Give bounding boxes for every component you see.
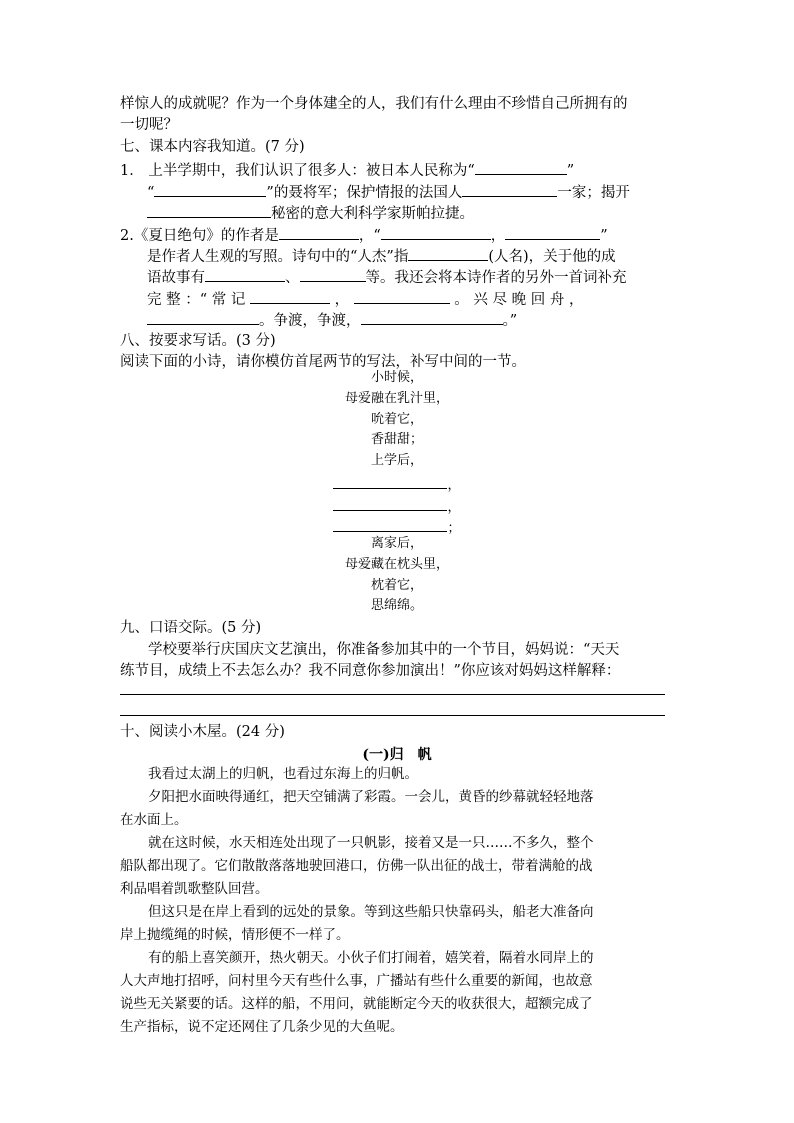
q2-text-a: 2.《夏日绝句》的作者是 — [120, 228, 279, 244]
q2-line-2 — [147, 245, 616, 268]
q2-blank-8[interactable] — [354, 288, 450, 304]
q2-text-b: ，“ — [358, 228, 381, 244]
q1-blank-4[interactable] — [147, 202, 271, 218]
paragraph-line: 就在这时候，水天相连处出现了一只帆影，接着又是一只……不多久，整个 — [148, 835, 594, 851]
q1-line-1 — [120, 159, 574, 182]
q2-text-m: 。争渡，争渡， — [259, 313, 361, 329]
q2-blank-9[interactable] — [147, 309, 259, 325]
poem-blank-punct: ； — [447, 521, 461, 536]
q2-blank-3[interactable] — [505, 224, 600, 240]
poem-blank-2[interactable] — [333, 496, 447, 511]
poem-blank-punct: ， — [447, 478, 461, 493]
answer-line-1[interactable] — [120, 694, 665, 695]
paragraph-line: 岸上抛缆绳的时候，情形便不一样了。 — [120, 927, 350, 943]
poem-line: 母爱融在乳汁里， — [344, 391, 449, 406]
q1-text-c: “ — [147, 185, 155, 201]
poem-line: 香甜甜； — [370, 432, 423, 447]
paragraph-line: 但这只是在岸上看到的远处的景象。等到这些船只快靠码头，船老大准备向 — [148, 904, 594, 920]
q1-text-b: ” — [566, 163, 575, 179]
paragraph-line: 我看过太湖上的归帆，也看过东海上的归帆。 — [148, 766, 418, 782]
section-10-heading: 十、阅读小木屋。(24 分) — [120, 724, 285, 740]
q2-text-h: 、 — [285, 270, 300, 286]
q2-blank-5[interactable] — [205, 266, 285, 282]
poem-line: 枕着它， — [370, 578, 423, 593]
paragraph-line: 生产指标，说不定还网住了几条少见的大鱼呢。 — [120, 1019, 404, 1035]
q2-blank-10[interactable] — [361, 309, 503, 325]
paragraph-line: 船队都出现了。它们散散落落地驶回港口，仿佛一队出征的战士，带着满舱的战 — [120, 858, 593, 874]
paragraph-line: 利品唱着凯歌整队回营。 — [120, 881, 269, 897]
paragraph-line: 在水面上。 — [120, 812, 188, 828]
q1-text-a: 1． 上半学期中，我们认识了很多人：被日本人民称为“ — [120, 163, 475, 179]
q2-blank-7[interactable] — [250, 288, 330, 304]
poem-blank-line — [0, 474, 794, 496]
poem-blank-line — [0, 496, 794, 518]
poem-blank-1[interactable] — [333, 474, 447, 489]
q2-text-e: 是作者人生观的写照。诗句中的“人杰”指 — [147, 249, 409, 265]
q1-line-2 — [147, 181, 630, 204]
intro-line-2: 一切呢？ — [120, 117, 178, 133]
passage-title: (一)归 帆 — [362, 747, 432, 763]
poem-blank-punct: ， — [447, 500, 461, 515]
q2-line-3 — [147, 266, 627, 289]
poem-line: 母爱藏在枕头里， — [344, 557, 449, 572]
q1-line-3 — [147, 202, 474, 225]
section-8-heading: 八、按要求写话。(3 分) — [120, 333, 276, 349]
q1-blank-3[interactable] — [462, 181, 557, 197]
q2-blank-6[interactable] — [300, 266, 366, 282]
paragraph-line: 说些无关紧要的话。这样的船，不用问，就能断定今天的收获很大，超额完成了 — [120, 996, 593, 1012]
q1-blank-1[interactable] — [475, 159, 567, 175]
paragraph-line: 夕阳把水面映得通红，把天空铺满了彩霞。一会儿，黄昏的纱幕就轻轻地落 — [148, 789, 594, 805]
q1-text-f: 秘密的意大利科学家斯帕拉捷。 — [271, 206, 474, 222]
q2-line-1 — [120, 224, 608, 247]
q2-text-g: 语故事有 — [147, 270, 205, 286]
q2-text-k: ， — [334, 292, 350, 308]
q1-text-d: ”的聂将军；保护情报的法国人 — [266, 185, 463, 201]
poem-line: 思绵绵。 — [370, 598, 423, 613]
q2-blank-4[interactable] — [408, 245, 488, 261]
poem-line: 上学后， — [370, 453, 423, 468]
q2-text-d: ” — [600, 228, 608, 244]
q2-text-f: (人名)，关于他的成 — [488, 249, 616, 265]
q2-line-4 — [147, 288, 583, 311]
q2-text-j: 完 整 ：“ 常 记 — [147, 292, 246, 308]
poem-line: 离家后， — [370, 536, 423, 551]
section-8-instruction: 阅读下面的小诗，请你模仿首尾两节的写法，补写中间的一节。 — [120, 354, 526, 370]
q2-line-5 — [147, 309, 517, 332]
section-9-line-2: 练节目，成绩上不去怎么办？我不同意你参加演出！”你应该对妈妈这样解释： — [120, 663, 621, 679]
q2-blank-1[interactable] — [279, 224, 359, 240]
paragraph-line: 有的船上喜笑颜开，热火朝天。小伙子们打闹着，嬉笑着，隔着水同岸上的 — [148, 950, 594, 966]
q2-text-n: 。” — [502, 313, 518, 329]
q2-text-c: ， — [490, 228, 506, 244]
q2-text-i: 等。我还会将本诗作者的另外一首词补充 — [365, 270, 627, 286]
q1-text-e: 一家；揭开 — [557, 185, 630, 201]
poem-line: 吮着它， — [370, 412, 423, 427]
intro-line-1: 样惊人的成就呢？作为一个身体建全的人，我们有什么理由不珍惜自己所拥有的 — [120, 96, 628, 112]
section-9-heading: 九、口语交际。(5 分) — [120, 620, 262, 636]
q1-blank-2[interactable] — [154, 181, 266, 197]
section-7-heading: 七、课本内容我知道。(7 分) — [120, 139, 305, 155]
q2-text-l: 。 兴 尽 晚 回 舟 ， — [454, 292, 584, 308]
q2-blank-2[interactable] — [381, 224, 491, 240]
poem-line: 小时候， — [370, 370, 423, 385]
paragraph-line: 人大声地打招呼，问村里今天有些什么事，广播站有些什么重要的新闻，也故意 — [120, 973, 593, 989]
section-9-line-1: 学校要举行庆国庆文艺演出，你准备参加其中的一个节目，妈妈说：“天天 — [148, 642, 620, 658]
poem-blank-3[interactable] — [333, 517, 447, 532]
answer-line-2[interactable] — [120, 715, 665, 716]
